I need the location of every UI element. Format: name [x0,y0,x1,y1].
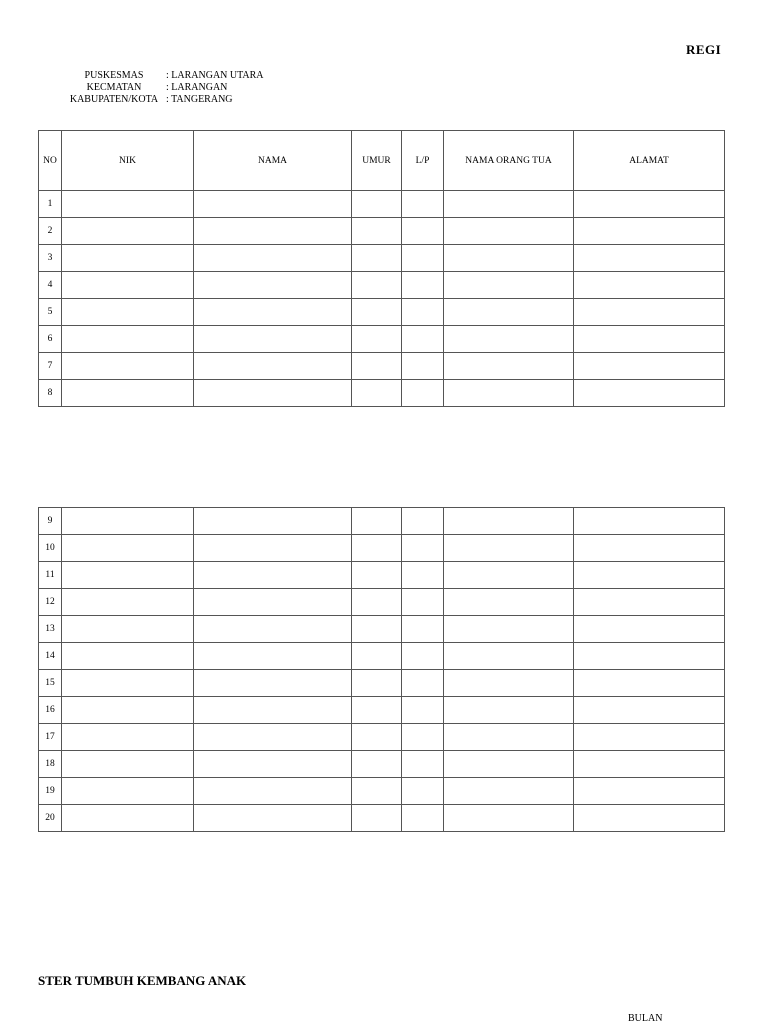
cell-nik[interactable] [62,805,194,832]
cell-umur[interactable] [352,778,402,805]
cell-umur[interactable] [352,191,402,218]
table-row [39,508,725,535]
cell-umur[interactable] [352,670,402,697]
value-kecamatan: : LARANGAN [166,82,228,93]
cell-umur[interactable] [352,616,402,643]
cell-alamat[interactable] [574,508,725,535]
cell-no: 5 [39,299,62,326]
cell-nama[interactable] [194,589,352,616]
table-row [39,589,725,616]
table-row [39,670,725,697]
cell-nik[interactable] [62,191,194,218]
cell-nama-orang-tua[interactable] [444,751,574,778]
cell-umur[interactable] [352,697,402,724]
cell-alamat[interactable] [574,272,725,299]
cell-nama-orang-tua[interactable] [444,616,574,643]
table-row [39,299,725,326]
cell-nama-orang-tua[interactable] [444,643,574,670]
cell-no: 15 [39,670,62,697]
table-row [39,380,725,407]
meta-values [166,70,264,106]
cell-lp[interactable] [402,272,444,299]
cell-no: 17 [39,724,62,751]
cell-nik[interactable] [62,562,194,589]
cell-nama[interactable] [194,508,352,535]
table-row [39,353,725,380]
cell-umur[interactable] [352,562,402,589]
cell-umur[interactable] [352,508,402,535]
cell-nik[interactable] [62,508,194,535]
label-puskesmas: PUSKESMAS [84,70,144,81]
cell-alamat[interactable] [574,805,725,832]
cell-nik[interactable] [62,778,194,805]
cell-nama[interactable] [194,562,352,589]
cell-no: 9 [39,508,62,535]
table-row [39,643,725,670]
cell-no: 20 [39,805,62,832]
cell-no: 6 [39,326,62,353]
cell-alamat[interactable] [574,353,725,380]
cell-nama[interactable] [194,616,352,643]
cell-alamat[interactable] [574,535,725,562]
cell-lp[interactable] [402,191,444,218]
cell-umur[interactable] [352,724,402,751]
cell-lp[interactable] [402,218,444,245]
cell-nama-orang-tua[interactable] [444,562,574,589]
cell-umur[interactable] [352,299,402,326]
cell-alamat[interactable] [574,299,725,326]
cell-nik[interactable] [62,380,194,407]
cell-nama[interactable] [194,353,352,380]
cell-lp[interactable] [402,643,444,670]
label-kabupaten-kota: KABUPATEN/KOTA [69,94,159,105]
cell-nik[interactable] [62,697,194,724]
cell-nama-orang-tua[interactable] [444,697,574,724]
table-row [39,724,725,751]
cell-nama[interactable] [194,299,352,326]
cell-nik[interactable] [62,751,194,778]
bulan-label: BULAN [628,1013,663,1024]
table-row [39,535,725,562]
table-row [39,245,725,272]
table-row [39,616,725,643]
cell-nama[interactable] [194,218,352,245]
cell-nik[interactable] [62,616,194,643]
cell-no: 14 [39,643,62,670]
cell-nama[interactable] [194,697,352,724]
cell-alamat[interactable] [574,218,725,245]
table-row [39,562,725,589]
cell-nama-orang-tua[interactable] [444,589,574,616]
cell-nama[interactable] [194,535,352,562]
cell-alamat[interactable] [574,751,725,778]
cell-lp[interactable] [402,562,444,589]
table-row [39,778,725,805]
cell-lp[interactable] [402,535,444,562]
cell-nama-orang-tua[interactable] [444,245,574,272]
cell-nik[interactable] [62,724,194,751]
cell-umur[interactable] [352,218,402,245]
cell-nama-orang-tua[interactable] [444,299,574,326]
cell-nik[interactable] [62,272,194,299]
cell-alamat[interactable] [574,697,725,724]
cell-umur[interactable] [352,245,402,272]
header-nama-orang-tua: NAMA ORANG TUA [444,131,574,191]
table-row [39,326,725,353]
cell-nama[interactable] [194,724,352,751]
cell-no: 19 [39,778,62,805]
cell-umur[interactable] [352,589,402,616]
cell-nama-orang-tua[interactable] [444,353,574,380]
header-nik: NIK [62,131,194,191]
cell-no: 12 [39,589,62,616]
header-no: NO [39,131,62,191]
header-lp: L/P [402,131,444,191]
table-row [39,805,725,832]
cell-umur[interactable] [352,751,402,778]
cell-umur[interactable] [352,535,402,562]
table-row [39,272,725,299]
cell-nik[interactable] [62,670,194,697]
cell-nik[interactable] [62,643,194,670]
cell-lp[interactable] [402,751,444,778]
register-title-fragment: REGI [686,42,722,57]
cell-lp[interactable] [402,353,444,380]
cell-alamat[interactable] [574,245,725,272]
label-kecamatan: KECMATAN [86,82,142,93]
cell-nama-orang-tua[interactable] [444,508,574,535]
cell-lp[interactable] [402,616,444,643]
cell-nama-orang-tua[interactable] [444,535,574,562]
cell-nama-orang-tua[interactable] [444,380,574,407]
cell-nama[interactable] [194,272,352,299]
cell-alamat[interactable] [574,778,725,805]
cell-no: 3 [39,245,62,272]
header-umur: UMUR [352,131,402,191]
cell-nama[interactable] [194,751,352,778]
cell-alamat[interactable] [574,670,725,697]
cell-nama[interactable] [194,326,352,353]
table-row [39,697,725,724]
cell-nama-orang-tua[interactable] [444,218,574,245]
cell-nik[interactable] [62,245,194,272]
cell-nik[interactable] [62,353,194,380]
cell-alamat[interactable] [574,724,725,751]
cell-nik[interactable] [62,326,194,353]
cell-nik[interactable] [62,218,194,245]
table-row [39,218,725,245]
cell-nama[interactable] [194,643,352,670]
cell-nama[interactable] [194,191,352,218]
cell-umur[interactable] [352,805,402,832]
cell-umur[interactable] [352,380,402,407]
register-title-bottom: STER TUMBUH KEMBANG ANAK [38,973,247,988]
cell-alamat[interactable] [574,562,725,589]
cell-lp[interactable] [402,778,444,805]
cell-umur[interactable] [352,272,402,299]
cell-nik[interactable] [62,535,194,562]
cell-lp[interactable] [402,245,444,272]
register-table-top [38,130,725,407]
value-kabupaten-kota: : TANGERANG [166,94,233,105]
table-row [39,751,725,778]
cell-nik[interactable] [62,299,194,326]
cell-alamat[interactable] [574,380,725,407]
header-nama: NAMA [194,131,352,191]
cell-nama[interactable] [194,670,352,697]
cell-nama-orang-tua[interactable] [444,805,574,832]
cell-no: 7 [39,353,62,380]
cell-nama-orang-tua[interactable] [444,724,574,751]
cell-no: 1 [39,191,62,218]
cell-lp[interactable] [402,805,444,832]
cell-no: 8 [39,380,62,407]
cell-nama-orang-tua[interactable] [444,326,574,353]
cell-no: 16 [39,697,62,724]
meta-labels [60,70,168,106]
cell-nama[interactable] [194,805,352,832]
cell-alamat[interactable] [574,616,725,643]
cell-no: 18 [39,751,62,778]
cell-nama-orang-tua[interactable] [444,272,574,299]
cell-lp[interactable] [402,589,444,616]
cell-nama[interactable] [194,245,352,272]
cell-nama[interactable] [194,778,352,805]
cell-no: 13 [39,616,62,643]
value-puskesmas: : LARANGAN UTARA [166,70,264,81]
cell-alamat[interactable] [574,643,725,670]
cell-umur[interactable] [352,353,402,380]
cell-lp[interactable] [402,724,444,751]
cell-alamat[interactable] [574,191,725,218]
cell-nama-orang-tua[interactable] [444,778,574,805]
register-table-bottom [38,507,725,832]
cell-nama[interactable] [194,380,352,407]
cell-no: 2 [39,218,62,245]
cell-nama-orang-tua[interactable] [444,191,574,218]
cell-lp[interactable] [402,670,444,697]
cell-no: 10 [39,535,62,562]
cell-nama-orang-tua[interactable] [444,670,574,697]
cell-lp[interactable] [402,380,444,407]
cell-nik[interactable] [62,589,194,616]
cell-no: 11 [39,562,62,589]
cell-no: 4 [39,272,62,299]
cell-lp[interactable] [402,508,444,535]
cell-lp[interactable] [402,697,444,724]
header-alamat: ALAMAT [574,131,725,191]
cell-alamat[interactable] [574,589,725,616]
table-row [39,191,725,218]
cell-lp[interactable] [402,299,444,326]
cell-umur[interactable] [352,326,402,353]
table-header-row [39,131,725,191]
cell-alamat[interactable] [574,326,725,353]
cell-lp[interactable] [402,326,444,353]
cell-umur[interactable] [352,643,402,670]
